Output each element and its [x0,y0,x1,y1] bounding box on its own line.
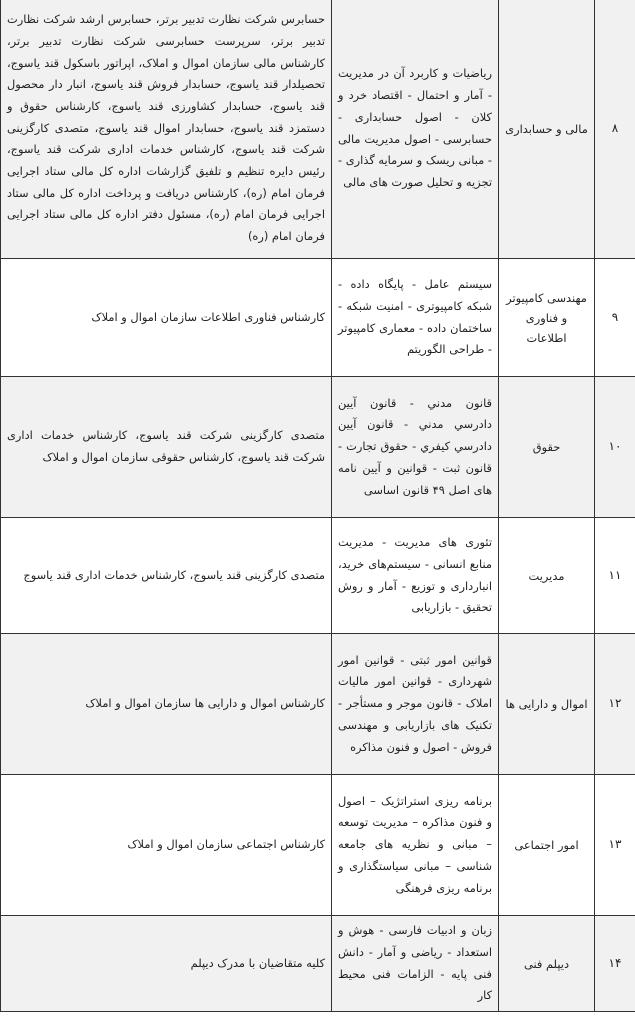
table-row [1,634,635,775]
job-titles-cell: متصدی کارگزینی قند یاسوج، کارشناس خدمات اداری قند یاسوج [1,518,332,634]
major-cell: مهندسی کامپیوتر و فناوری اطلاعات [499,259,595,377]
table-row [1,377,635,518]
table-row [1,775,635,916]
job-titles-cell: حسابرس شرکت نظارت تدبیر برتر، حسابرس ارشد شرکت نظارت تدبیر برتر، سرپرست حسابرسی شرکت نظارت تدبیر برتر، کارشناس مالی سازمان اموال و املاک، اپراتور باسکول قند یاسوج، تحصیلدار قند یاسوج، حسابدار فروش قند یاسوج، انبار دار محصول قند یاسوج، حسابدار کشاورزی قند یاسوج، کارشناس حقوق و دستمزد قند یاسوج، حسابدار اموال قند یاسوج، متصدی کارگزینی شرکت قند یاسوج، کارشناس خدمات اداری شرکت قند یاسوج، رئیس دایره تنظیم و تلفیق گزارشات اداره کل مالی ستاد اجرایی فرمان امام (ره)، کارشناس دریافت و پرداخت اداره کل مالی ستاد اجرایی فرمان امام (ره)، مسئول دفتر اداره کل مالی ستاد اجرایی فرمان امام (ره) [1,0,332,259]
job-titles-cell: کارشناس اموال و دارایی ها سازمان اموال و املاک [1,634,332,775]
table-row [1,0,635,259]
major-cell: امور اجتماعی [499,775,595,916]
exam-topics-cell: برنامه ریزی استراتژیک – اصول و فنون مذاکره – مدیریت توسعه – مبانی و نظریه های جامعه شناسی – مبانی سیاستگذاری و برنامه ریزی فرهنگی [332,775,499,916]
row-number: ۱۰ [595,377,635,518]
table-row [1,518,635,634]
job-titles-cell: کارشناس اجتماعی سازمان اموال و املاک [1,775,332,916]
row-number: ۱۴ [595,916,635,1012]
row-number: ۹ [595,259,635,377]
major-cell: مدیریت [499,518,595,634]
major-cell: دیپلم فنی [499,916,595,1012]
exam-topics-cell: ریاضیات و کاربرد آن در مدیریت - آمار و احتمال - اقتصاد خرد و کلان - اصول حسابداری - حسابرسی - اصول مدیریت مالی - مبانی ریسک و سرمایه گذاری - تجزیه و تحلیل صورت های مالی [332,0,499,259]
table-row [1,259,635,377]
exam-topics-cell: سیستم عامل - پایگاه داده - شبکه کامپیوتری - امنیت شبکه - ساختمان داده - معماری کامپیوتر - طراحی الگوریتم [332,259,499,377]
row-number: ۱۳ [595,775,635,916]
row-number: ۱۱ [595,518,635,634]
exam-topics-cell: تئوری های مدیریت - مدیریت منابع انسانی - سیستم‌های خرید، انبارداری و توزیع - آمار و روش تحقیق - بازاریابی [332,518,499,634]
job-titles-cell: کارشناس فناوری اطلاعات سازمان اموال و املاک [1,259,332,377]
major-cell: حقوق [499,377,595,518]
exam-topics-cell: قانون مدني - قانون آيين دادرسي مدني - قانون آيين دادرسي كيفري - حقوق تجارت - قانون ثبت - قوانین و آیین نامه های اصل ۴۹ قانون اساسی [332,377,499,518]
job-titles-cell: متصدی کارگزینی شرکت قند یاسوج، کارشناس خدمات اداری شرکت قند یاسوج، کارشناس حقوقی سازمان اموال و املاک [1,377,332,518]
job-titles-cell: کلیه متقاضیان با مدرک دیپلم [1,916,332,1012]
row-number: ۱۲ [595,634,635,775]
table-row [1,916,635,1012]
row-number: ۸ [595,0,635,259]
major-cell: اموال و دارایی ها [499,634,595,775]
exam-topics-cell: قوانین امور ثبتی - قوانین امور شهرداری - قوانین امور مالیات املاک - قانون موجر و مستأجر - تکنیک های بازاریابی و مهندسی فروش - اصول و فنون مذاکره [332,634,499,775]
exam-topics-cell: زبان و ادبیات فارسی - هوش و استعداد - ریاضی و آمار - دانش فنی پایه - الزامات فنی محیط کار [332,916,499,1012]
major-cell: مالی و حسابداری [499,0,595,259]
